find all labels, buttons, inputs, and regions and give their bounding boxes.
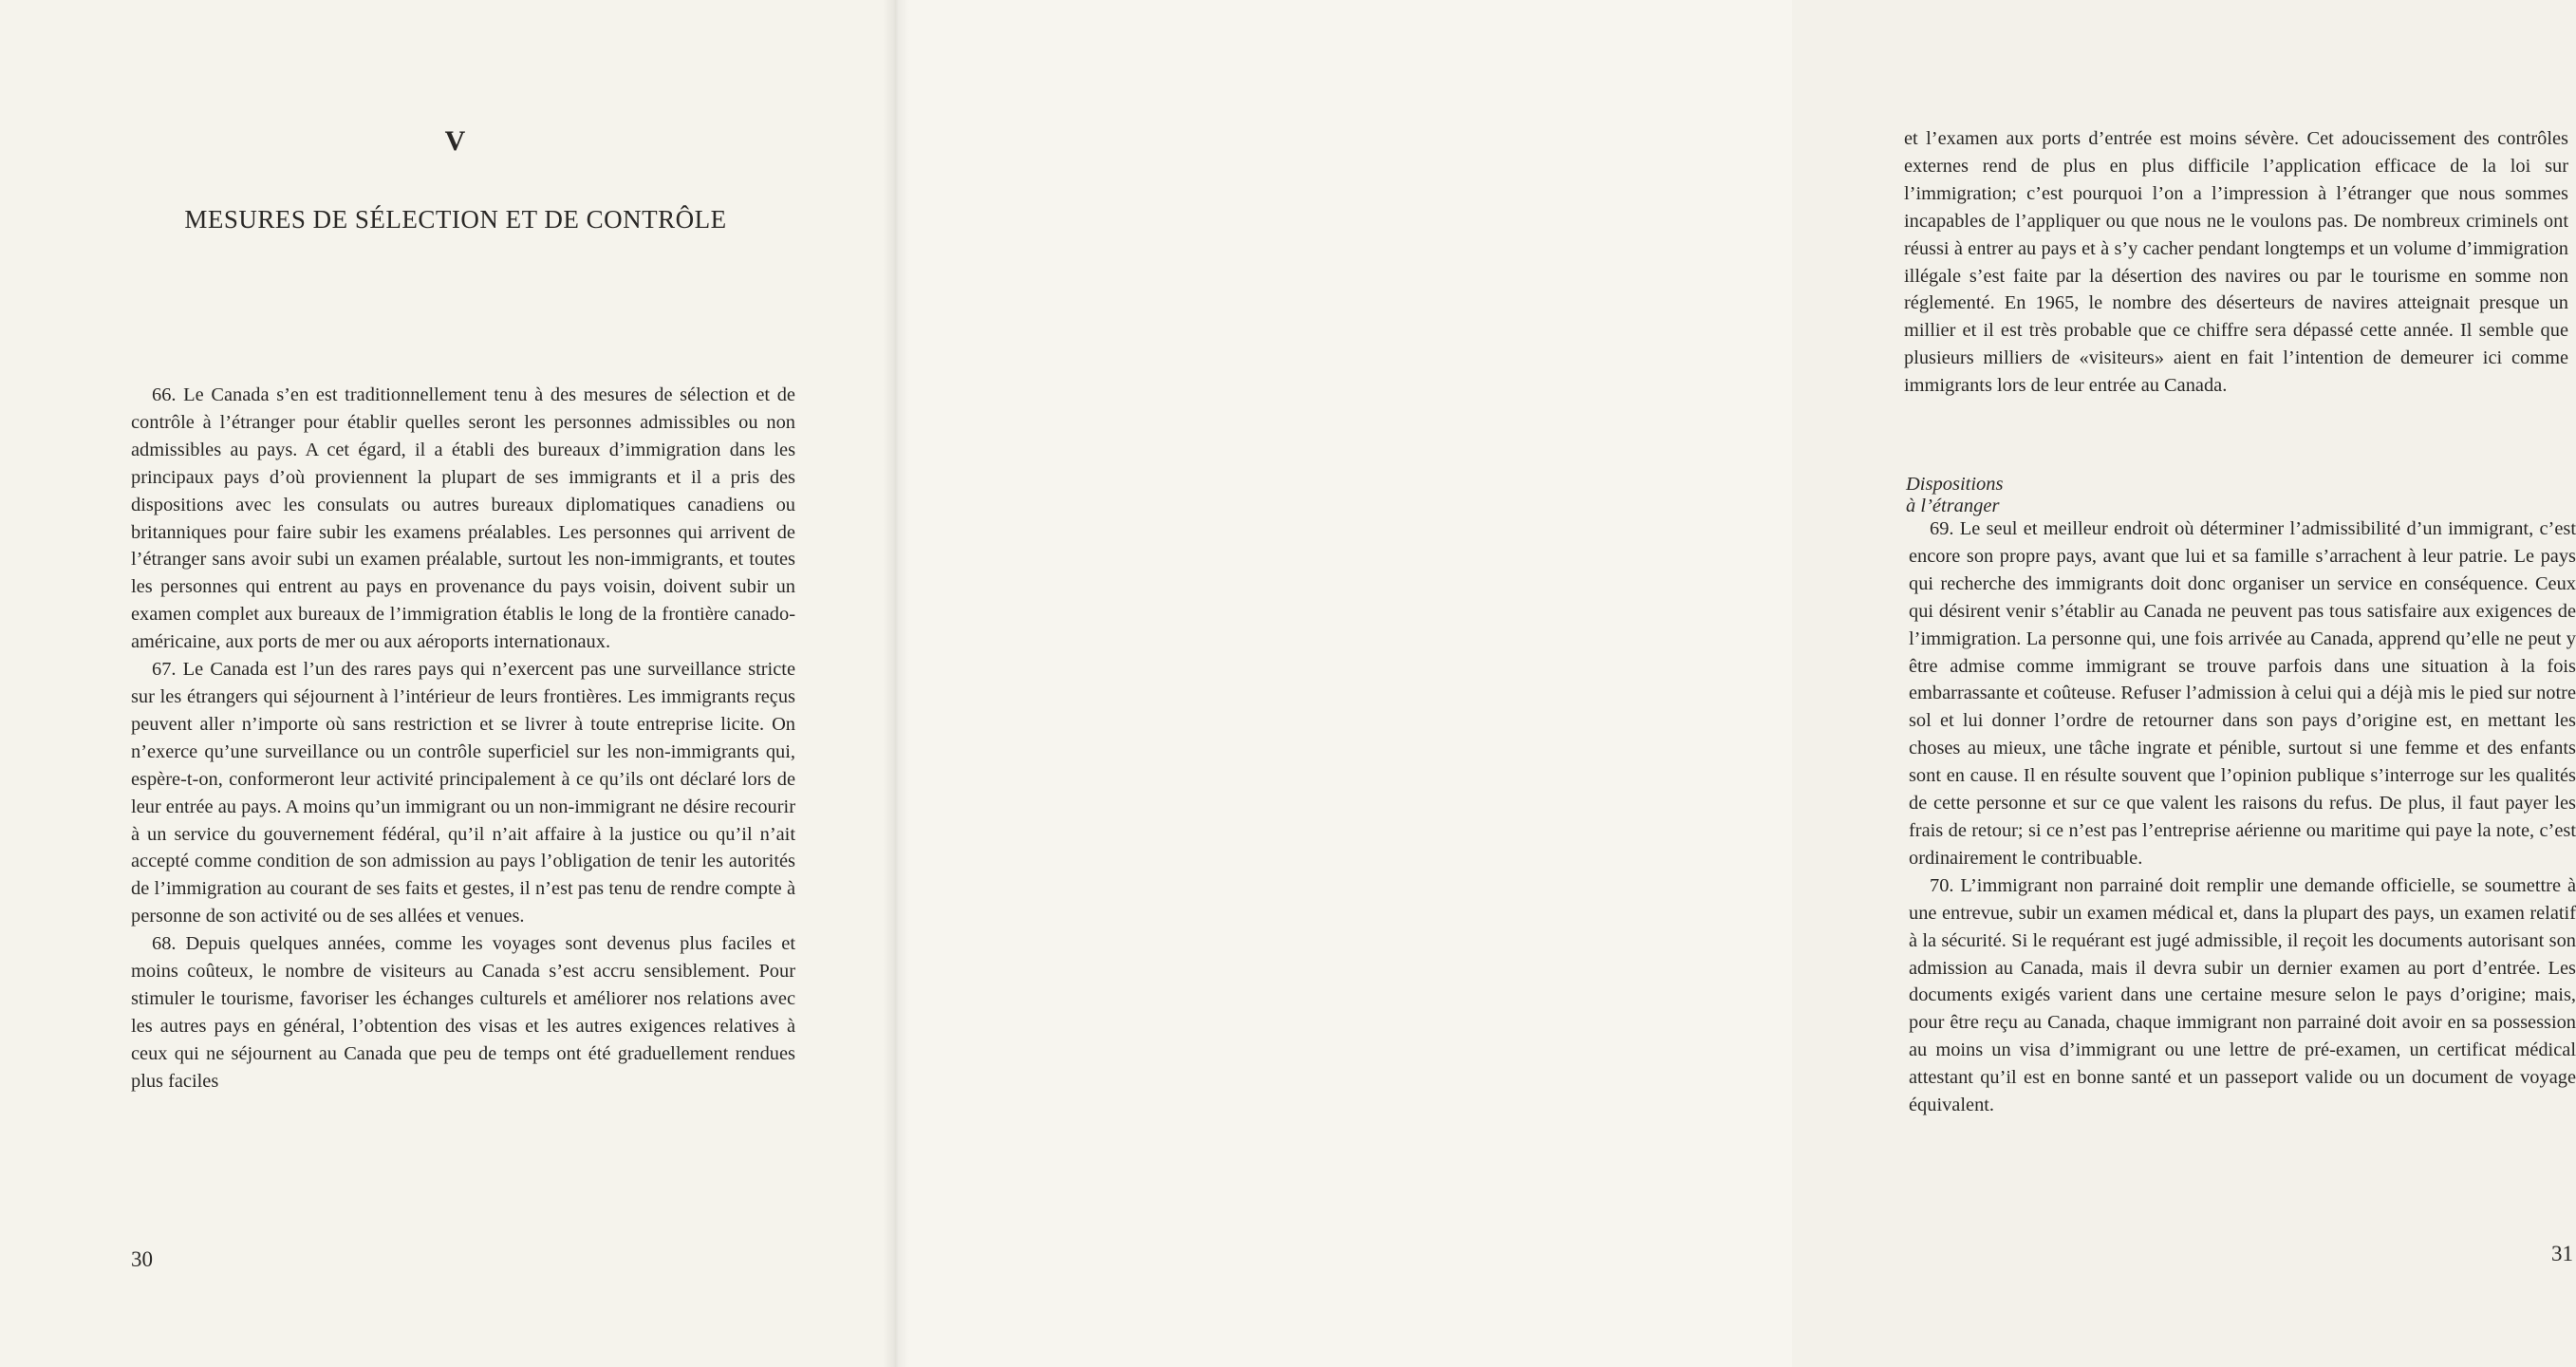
section-heading: Dispositions à l’étranger — [1906, 474, 2004, 516]
paragraph-68-continued: et l’examen aux ports d’entrée est moins sévère. Cet adoucissement des contrôles externes rend de plus en plus difficile l’application efficace de la loi sur l’immigration; c’est pourquoi l’on a l’impression à l’étranger que nous sommes incapables de l’appliquer ou que nous ne le voulons pas. De nombreux criminels ont réussi à entrer au pays et à s’y cacher pendant longtemps et un volume d’immigration illégale s’est faite par la désertion des navires ou par le tourisme en somme non réglementé. En 1965, le nombre des déserteurs de navires atteignait presque un millier et il est très probable que ce chiffre sera dépassé cette année. Il semble que plusieurs milliers de «visiteurs» aient en fait l’intention de demeurer ici comme immigrants lors de leur entrée au Canada. — [1904, 128, 2568, 397]
book-gutter — [883, 0, 909, 1367]
paragraph-70: 70. L’immigrant non parrainé doit remplir une demande officielle, se soumettre à une entrevue, subir un examen médical et, dans la plupart des pays, un examen relatif à la sécurité. Si le requérant est jugé admissible, il reçoit les documents autorisant son admission au Canada, mais il devra subir un dernier examen au port d’entrée. Les documents exigés varient dans une certaine mesure selon le pays d’origine; mais, pour être reçu au Canada, chaque immigrant non parrainé doit avoir en sa possession au moins un visa d’immigrant ou une lettre de pré-examen, un certificat médical attestant qu’il est en bonne santé et un passeport valide ou un document de voyage équivalent. — [1909, 874, 2576, 1116]
paragraph-68: 68. Depuis quelques années, comme les voyages sont devenus plus faciles et moins coûteux, le nombre de visiteurs au Canada s’est accru sensiblement. Pour stimuler le tourisme, favoriser les échanges culturels et améliorer nos relations avec les autres pays en général, l’obtention des visas et les autres exigences relatives à ceux qui ne séjournent au Canada que peu de temps ont été graduellement rendues plus faciles — [131, 933, 795, 1092]
page-number-right: 31 — [2551, 1242, 2573, 1265]
page-number-left: 30 — [131, 1247, 153, 1271]
right-page — [896, 0, 2576, 1367]
paragraph-69: 69. Le seul et meilleur endroit où déterminer l’admissibilité d’un immigrant, c’est encore son propre pays, avant que lui et sa famille s’arrachent à leur patrie. Le pays qui recherche des immigrants doit donc organiser un service en conséquence. Ceux qui désirent venir s’établir au Canada ne peuvent pas tous satisfaire aux exigences de l’immigration. La personne qui, une fois arrivée au Canada, apprend qu’elle ne peut y être admise comme immigrant se trouve parfois dans une situation à la fois embarrassante et coûteuse. Refuser l’admission à celui qui a déjà mis le pied sur notre sol et lui donner l’ordre de retourner dans son pays d’origine est, en mettant les choses au mieux, une tâche ingrate et pénible, surtout si une femme et des enfants sont en cause. Il en résulte souvent que l’opinion publique s’interroge sur les qualités de cette personne et sur ce que valent les raisons du refus. De plus, il faut payer les frais de retour; si ce n’est pas l’entreprise aérienne ou maritime qui paye la note, c’est ordinairement le contribuable. — [1909, 518, 2576, 869]
paragraph-67: 67. Le Canada est l’un des rares pays qui n’exercent pas une surveillance stricte sur les étrangers qui séjournent à l’intérieur de leurs frontières. Les immigrants reçus peuvent aller n’importe où sans restriction et se livrer à toute entreprise licite. On n’exerce qu’une surveillance ou un contrôle superficiel sur les non-immigrants qui, espère-t-on, conformeront leur activité principalement à ce qu’ils ont déclaré lors de leur entrée au pays. A moins qu’un immigrant ou un non-immigrant ne désire recourir à un service du gouvernement fédéral, qu’il n’ait affaire à la justice ou qu’il n’ait accepté comme condition de son admission au pays l’obligation de tenir les autorités de l’immigration au courant de ses faits et gestes, il n’est pas tenu de rendre compte à personne de son activité ou de ses allées et venues. — [131, 659, 795, 927]
chapter-number: V — [444, 125, 467, 157]
right-continuation-text — [1904, 125, 2568, 400]
chapter-title: MESURES DE SÉLECTION ET DE CONTRÔLE — [184, 205, 727, 234]
left-body-text — [131, 382, 795, 1095]
paragraph-66: 66. Le Canada s’en est traditionnellement tenu à des mesures de sélection et de contrôle à l’étranger pour établir quelles seront les personnes admissibles ou non admissibles au pays. A cet égard, il a établi des bureaux d’immigration dans les principaux pays d’où proviennent la plupart de ses immigrants et il a pris des dispositions avec les consulats ou autres bureaux diplomatiques canadiens ou britanniques pour faire subir les examens préalables. Les personnes qui arrivent de l’étranger sans avoir subi un examen préalable, surtout les non-immigrants, et toutes les personnes qui entrent au pays en provenance du pays voisin, doivent subir un examen complet aux bureaux de l’immigration établis le long de la frontière canado-américaine, aux ports de mer ou aux aéroports internationaux. — [131, 384, 795, 653]
left-page — [0, 0, 896, 1367]
right-body-text — [1909, 515, 2576, 1119]
